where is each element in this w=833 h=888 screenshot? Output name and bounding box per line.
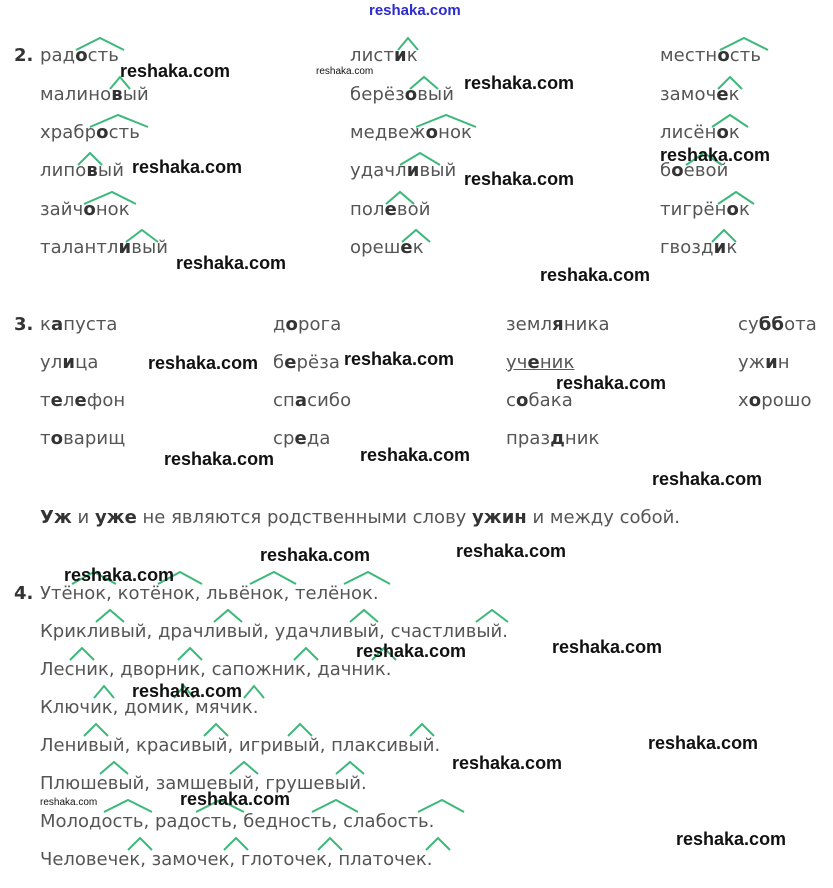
- watermark: reshaka.com: [552, 637, 663, 657]
- word: берёзовый: [350, 84, 455, 105]
- watermark: reshaka.com: [164, 449, 275, 469]
- word: медвежонок: [350, 122, 473, 143]
- word: зайчонок: [40, 199, 130, 220]
- watermark: reshaka.com: [64, 565, 175, 585]
- word: талантливый: [40, 237, 169, 258]
- suffix-arc: [410, 77, 438, 89]
- word: листик: [350, 45, 418, 66]
- watermark: reshaka.com: [540, 265, 651, 285]
- watermark: reshaka.com: [452, 753, 563, 773]
- word: ужин: [738, 352, 790, 373]
- word: дорога: [273, 314, 342, 335]
- suffix-arc: [94, 686, 114, 698]
- suffix-arc: [78, 153, 102, 165]
- suffix-arc: [350, 610, 378, 622]
- suffix-arc: [104, 800, 152, 812]
- watermark: reshaka.com: [648, 733, 759, 753]
- suffix-arc: [712, 115, 748, 127]
- sentence-line: Лесник, дворник, сапожник, дачник.: [40, 659, 392, 680]
- suffix-arc: [720, 38, 768, 50]
- suffix-arc: [416, 115, 476, 127]
- word: берёза: [273, 352, 341, 373]
- suffix-arc: [230, 762, 258, 774]
- word: ученик: [506, 352, 575, 373]
- watermark: reshaka.com: [148, 353, 259, 373]
- suffix-arc: [244, 686, 264, 698]
- watermark: reshaka.com: [676, 829, 787, 849]
- watermark: reshaka.com: [132, 157, 243, 177]
- watermark: reshaka.com: [344, 349, 455, 369]
- suffix-arc: [386, 192, 414, 204]
- sentence-line: Ключик, домик, мячик.: [40, 697, 259, 718]
- suffix-arc: [204, 724, 228, 736]
- suffix-arc: [76, 38, 124, 50]
- word: радость: [40, 45, 119, 66]
- suffix-arc: [398, 38, 418, 50]
- watermark-small: reshaka.com: [316, 66, 374, 77]
- word: собака: [506, 390, 573, 411]
- word: лисёнок: [660, 122, 740, 143]
- word: земляника: [506, 314, 610, 335]
- suffix-arc: [312, 800, 358, 812]
- word: среда: [273, 428, 331, 449]
- word: хорошо: [738, 390, 812, 411]
- suffix-arc: [214, 610, 242, 622]
- watermark: reshaka.com: [176, 253, 287, 273]
- word: телефон: [40, 390, 126, 411]
- sentence-line: Плюшевый, замшевый, грушевый.: [40, 773, 367, 794]
- suffix-arc: [90, 115, 148, 127]
- suffix-arc: [318, 838, 342, 850]
- suffix-arc: [400, 153, 440, 165]
- suffix-arc: [418, 800, 464, 812]
- suffix-arc: [100, 762, 128, 774]
- word: боевой: [660, 160, 729, 181]
- word: храбрость: [40, 122, 140, 143]
- word: спасибо: [273, 390, 352, 411]
- suffix-arc: [344, 572, 390, 584]
- word: полевой: [350, 199, 431, 220]
- word: орешек: [350, 237, 424, 258]
- word: липовый: [40, 160, 125, 181]
- word: товарищ: [40, 428, 126, 449]
- watermark: reshaka.com: [132, 681, 243, 701]
- watermark: reshaka.com: [260, 545, 371, 565]
- watermark: reshaka.com: [180, 789, 291, 809]
- word: замочек: [660, 84, 740, 105]
- sentence-line: Ленивый, красивый, игривый, плаксивый.: [40, 735, 441, 756]
- word: праздник: [506, 428, 600, 449]
- suffix-arc: [250, 572, 296, 584]
- top-watermark[interactable]: reshaka.com: [369, 2, 461, 19]
- exercise-3-number: 3.: [14, 314, 34, 335]
- word: местность: [660, 45, 762, 66]
- watermark: reshaka.com: [660, 145, 771, 165]
- watermark: reshaka.com: [556, 373, 667, 393]
- exercise-4-number: 4.: [14, 583, 34, 604]
- watermark: reshaka.com: [456, 541, 567, 561]
- watermark: reshaka.com: [464, 169, 575, 189]
- suffix-arc: [84, 724, 108, 736]
- watermark: reshaka.com: [356, 641, 467, 661]
- suffix-arc: [126, 230, 158, 242]
- suffix-arc: [426, 838, 450, 850]
- watermark: reshaka.com: [360, 445, 471, 465]
- suffix-arc: [96, 610, 124, 622]
- word: тигрёнок: [660, 199, 750, 220]
- suffix-arc: [410, 724, 434, 736]
- suffix-arc: [718, 77, 742, 89]
- exercise-2-number: 2.: [14, 45, 34, 66]
- suffix-arc: [294, 648, 318, 660]
- sentence-line: Молодость, радость, бедность, слабость.: [40, 811, 435, 832]
- suffix-arc: [70, 648, 94, 660]
- watermark: reshaka.com: [652, 469, 763, 489]
- sentence-line: Человечек, замочек, глоточек, платочек.: [40, 849, 433, 870]
- suffix-arc: [128, 838, 152, 850]
- word: улица: [40, 352, 99, 373]
- suffix-arc: [402, 230, 430, 242]
- word: малиновый: [40, 84, 149, 105]
- suffix-arc: [84, 192, 136, 204]
- sentence-line: Крикливый, драчливый, удачливый, счастливый.: [40, 621, 508, 642]
- word: гвоздик: [660, 237, 738, 258]
- word: суббота: [738, 314, 817, 335]
- suffix-arc: [178, 648, 202, 660]
- suffix-arc: [712, 230, 736, 242]
- suffix-arc: [476, 610, 508, 622]
- suffix-arc: [288, 724, 312, 736]
- exercise-3-note: Уж и уже не являются родственными слову ужин и между собой.: [40, 507, 681, 528]
- sentence-line: Утёнок, котёнок, львёнок, телёнок.: [40, 583, 379, 604]
- watermark: reshaka.com: [464, 73, 575, 93]
- watermark: reshaka.com: [120, 61, 231, 81]
- word: капуста: [40, 314, 118, 335]
- suffix-arc: [336, 762, 364, 774]
- watermark-small: reshaka.com: [40, 797, 98, 808]
- suffix-arc: [224, 838, 248, 850]
- word: удачливый: [350, 160, 457, 181]
- suffix-arc: [718, 192, 754, 204]
